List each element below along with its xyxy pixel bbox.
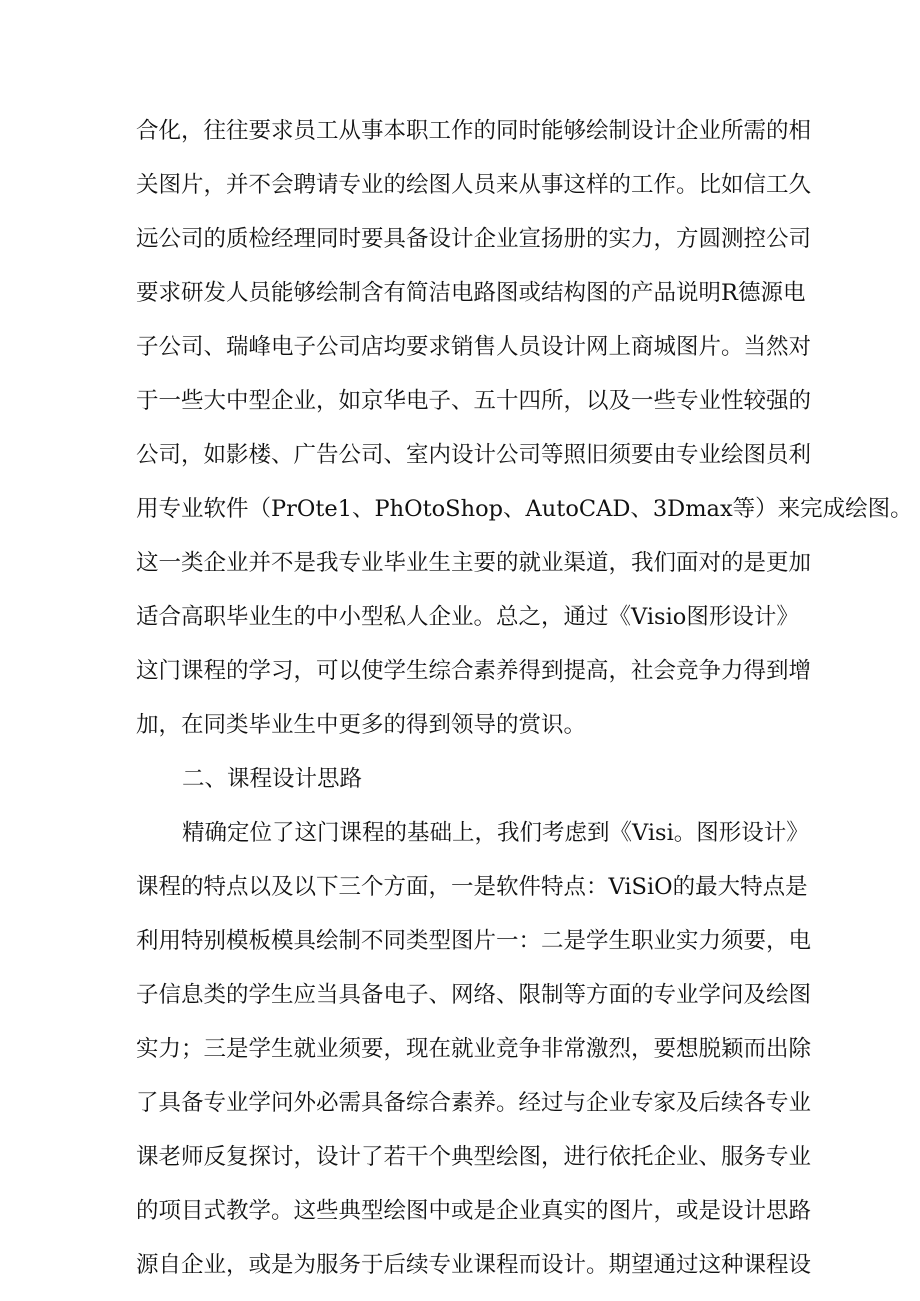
text-line: 于一些大中型企业，如京华电子、五十四所，以及一些专业性较强的 xyxy=(136,388,812,414)
paragraph-2 xyxy=(136,806,812,1292)
text-line: 课程的特点以及以下三个方面，一是软件特点：ViSiO的最大特点是 xyxy=(136,874,808,900)
paragraph-1 xyxy=(136,104,913,752)
text-line: 利用特别模板模具绘制不同类型图片一：二是学生职业实力须要，电 xyxy=(136,928,812,954)
text-line: 公司，如影楼、广告公司、室内设计公司等照旧须要由专业绘图员利 xyxy=(136,442,812,468)
text-line: 关图片，并不会聘请专业的绘图人员来从事这样的工作。比如信工久 xyxy=(136,172,812,198)
text-line: 这一类企业并不是我专业毕业生主要的就业渠道，我们面对的是更加 xyxy=(136,550,812,576)
text-line: 课老师反复探讨，设计了若干个典型绘图，进行依托企业、服务专业 xyxy=(136,1144,812,1170)
text-line: 要求研发人员能够绘制含有简洁电路图或结构图的产品说明R德源电 xyxy=(136,280,806,306)
text-line: 加，在同类毕业生中更多的得到领导的赏识。 xyxy=(136,712,587,738)
text-line: 了具备专业学问外必需具备综合素养。经过与企业专家及后续各专业 xyxy=(136,1090,812,1116)
text-line: 子信息类的学生应当具备电子、网络、限制等方面的专业学问及绘图 xyxy=(136,982,812,1008)
text-line: 合化，往往要求员工从事本职工作的同时能够绘制设计企业所需的相 xyxy=(136,118,812,144)
text-line: 用专业软件（PrOte1、PhOtoShop、AutoCAD、3Dmax等）来完成绘图。 xyxy=(136,496,913,522)
text-line: 这门课程的学习，可以使学生综合素养得到提高，社会竞争力得到增 xyxy=(136,658,812,684)
text-line: 源自企业，或是为服务于后续专业课程而设计。期望通过这种课程设 xyxy=(136,1252,812,1278)
section-heading: 二、课程设计思路 xyxy=(182,766,363,792)
text-line: 精确定位了这门课程的基础上，我们考虑到《Visi。图形设计》 xyxy=(182,820,809,846)
text-line: 的项目式教学。这些典型绘图中或是企业真实的图片，或是设计思路 xyxy=(136,1198,812,1224)
text-line: 实力；三是学生就业须要，现在就业竞争非常激烈，要想脱颖而出除 xyxy=(136,1036,812,1062)
document-body xyxy=(136,104,913,1292)
text-line: 远公司的质检经理同时要具备设计企业宣扬册的实力，方圆测控公司 xyxy=(136,226,812,252)
text-line: 子公司、瑞峰电子公司店均要求销售人员设计网上商城图片。当然对 xyxy=(136,334,812,360)
text-line: 适合高职毕业生的中小型私人企业。总之，通过《Visio图形设计》 xyxy=(136,604,799,630)
